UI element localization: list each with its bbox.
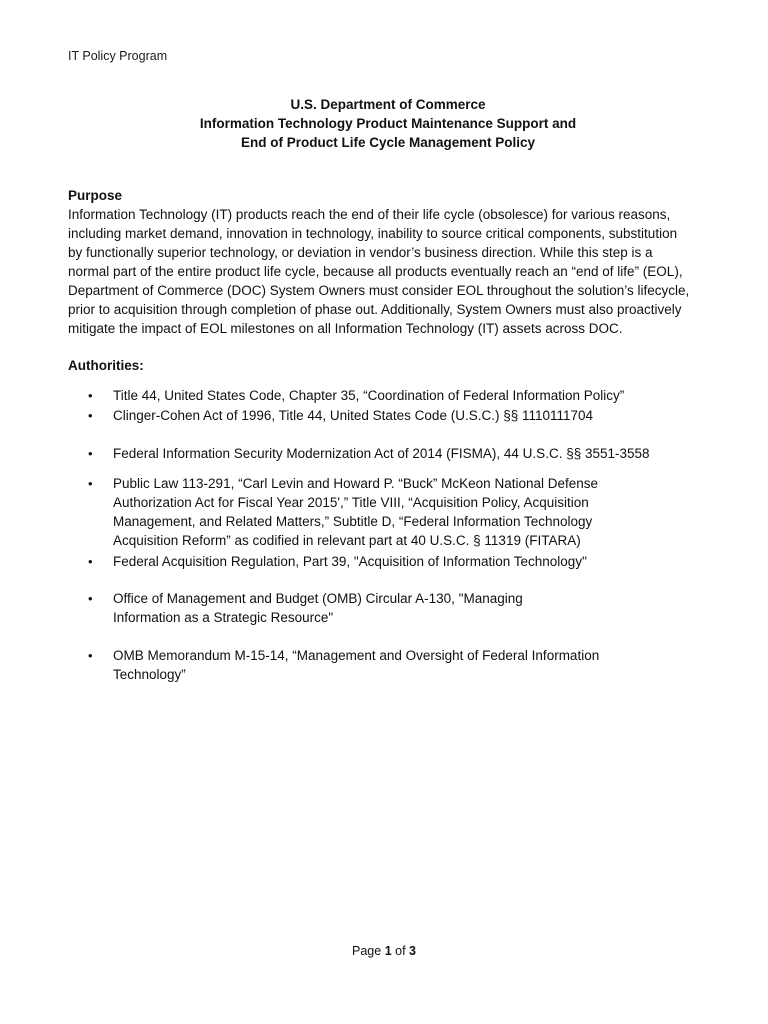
authority-line: Public Law 113-291, “Carl Levin and Howard P. “Buck” McKeon National Defense: [113, 476, 599, 491]
total-pages-number: 3: [409, 944, 416, 958]
authority-line: Management, and Related Matters,” Subtitle D, “Federal Information Technology: [113, 514, 593, 529]
title-line-1: U.S. Department of Commerce: [290, 97, 486, 112]
bullet-icon: •: [88, 554, 93, 569]
purpose-line: prior to acquisition through completion of phase out. Additionally, System Owners must also proactively: [68, 302, 682, 317]
authority-line: Federal Information Security Modernization Act of 2014 (FISMA), 44 U.S.C. §§ 3551-3558: [113, 446, 650, 461]
authority-line: Clinger-Cohen Act of 1996, Title 44, United States Code (U.S.C.) §§ 1110111704: [113, 408, 594, 423]
purpose-heading: Purpose: [68, 188, 123, 203]
purpose-line: including market demand, innovation in technology, inability to source critical components, substitution: [68, 226, 678, 241]
authority-line: Office of Management and Budget (OMB) Circular A-130, "Managing: [113, 591, 523, 606]
page-number-footer: [0, 943, 768, 959]
purpose-line: normal part of the entire product life cycle, because all products eventually reach an “end of life” (EOL),: [68, 264, 683, 279]
authority-line: OMB Memorandum M-15-14, “Management and Oversight of Federal Information: [113, 648, 600, 663]
bullet-icon: •: [88, 591, 93, 606]
bullet-icon: •: [88, 388, 93, 403]
of-word: of: [395, 944, 406, 958]
authority-line: Authorization Act for Fiscal Year 2015',” Title VIII, “Acquisition Policy, Acquisition: [113, 495, 589, 510]
current-page-number: 1: [384, 944, 392, 958]
title-line-3: End of Product Life Cycle Management Policy: [240, 135, 536, 150]
purpose-line: Information Technology (IT) products reach the end of their life cycle (obsolesce) for various reasons,: [68, 207, 671, 222]
authority-line: Federal Acquisition Regulation, Part 39, "Acquisition of Information Technology": [113, 554, 587, 569]
bullet-icon: •: [88, 476, 93, 491]
document-title: [68, 95, 708, 152]
bullet-icon: •: [88, 446, 93, 461]
bullet-icon: •: [88, 408, 93, 423]
running-header: IT Policy Program: [68, 49, 168, 63]
purpose-line: mitigate the impact of EOL milestones on all Information Technology (IT) assets across DOC.: [68, 321, 623, 336]
title-line-2: Information Technology Product Maintenance Support and: [199, 116, 577, 131]
authority-line: Information as a Strategic Resource": [113, 610, 334, 625]
authority-line: Title 44, United States Code, Chapter 35, “Coordination of Federal Information Policy”: [113, 388, 625, 403]
purpose-line: Department of Commerce (DOC) System Owners must consider EOL throughout the solution’s lifecycle,: [68, 283, 690, 298]
authority-line: Acquisition Reform” as codified in relevant part at 40 U.S.C. § 11319 (FITARA): [113, 533, 581, 548]
purpose-paragraph: [68, 205, 718, 338]
authority-line: Technology”: [113, 667, 186, 682]
purpose-line: by functionally superior technology, or deviation in vendor’s business direction. While this step is a: [68, 245, 653, 260]
page-word: Page: [352, 944, 382, 958]
bullet-icon: •: [88, 648, 93, 663]
authorities-heading: Authorities:: [68, 358, 144, 373]
